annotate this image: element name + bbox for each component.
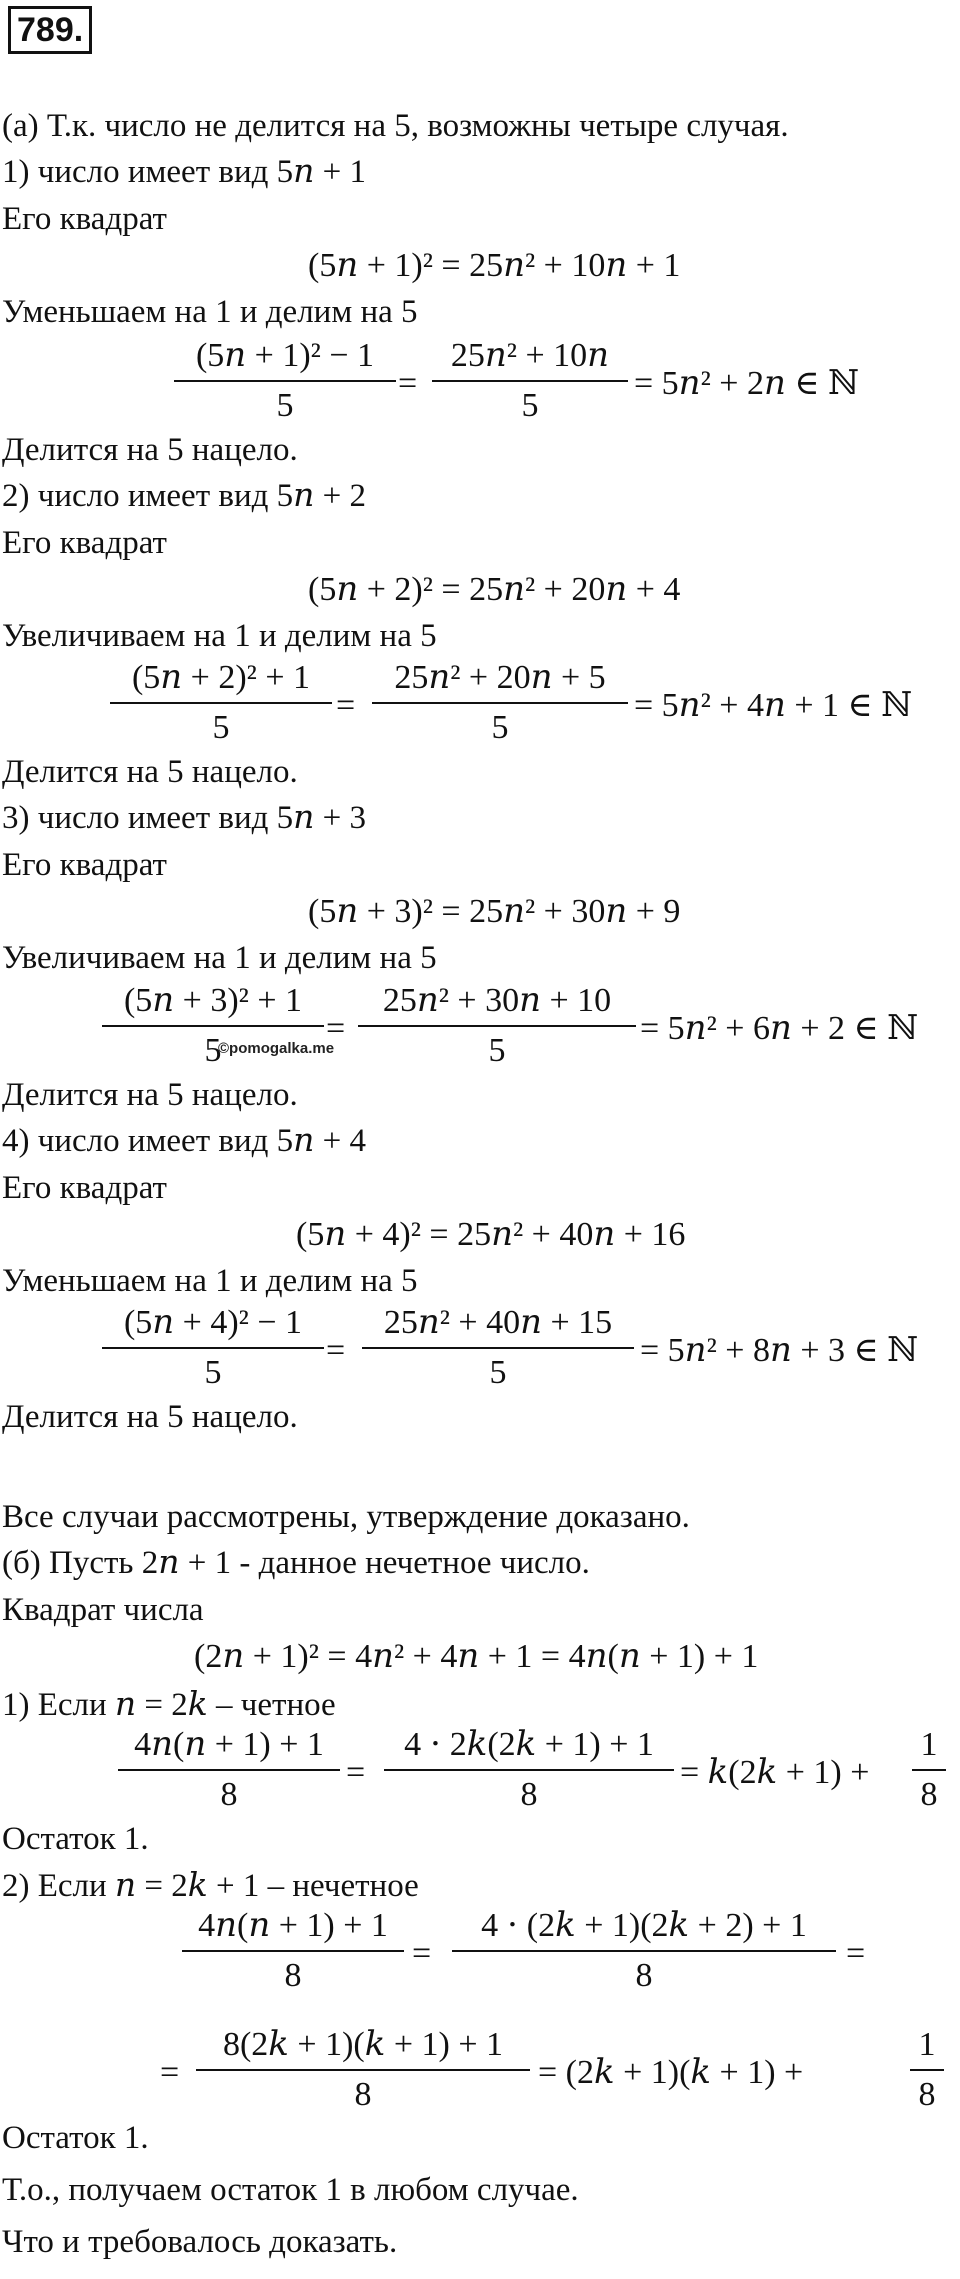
problem-number: 789. [8,6,92,54]
case2-result: = 5𝑛² + 4𝑛 + 1 ∈ ℕ [634,687,913,724]
case4-conclusion: Делится на 5 нацело. [2,1399,298,1435]
fraction-denominator: 5 [362,1347,634,1393]
case2-title: 2) число имеет вид 5𝑛 + 2 [2,478,367,514]
part-b-case2-fraction-2 [452,1906,836,1996]
case4-square-equation: (5𝑛 + 4)² = 25𝑛² + 40𝑛 + 16 [296,1216,686,1253]
case4-result: = 5𝑛² + 8𝑛 + 3 ∈ ℕ [640,1332,919,1369]
case3-square-equation: (5𝑛 + 3)² = 25𝑛² + 30𝑛 + 9 [308,893,681,930]
case3-result: = 5𝑛² + 6𝑛 + 2 ∈ ℕ [640,1010,919,1047]
equals-sign: = [846,1935,866,1972]
case4-fraction-2 [362,1303,634,1393]
part-b-case1-fraction-2 [384,1725,674,1815]
fraction-numerator: 4𝑛(𝑛 + 1) + 1 [134,1726,324,1763]
case3-action: Увеличиваем на 1 и делим на 5 [2,940,437,976]
case3-title: 3) число имеет вид 5𝑛 + 3 [2,800,367,836]
watermark-text: ©pomogalka.me [218,1040,335,1057]
fraction-denominator: 5 [432,380,628,426]
fraction-numerator: 25𝑛² + 10𝑛 [450,337,610,374]
part-b-case1-remainder-fraction [912,1725,946,1815]
case2-square-label: Его квадрат [2,525,167,561]
fraction-numerator: 25𝑛² + 40𝑛 + 15 [383,1304,613,1341]
part-b-square-equation: (2𝑛 + 1)² = 4𝑛² + 4𝑛 + 1 = 4𝑛(𝑛 + 1) + 1 [194,1638,759,1675]
fraction-numerator: 1 [918,2026,936,2063]
fraction-denominator: 5 [372,702,628,748]
fraction-numerator: (5𝑛 + 1)² − 1 [195,337,375,374]
part-b-case2-fraction-3 [196,2025,530,2115]
case2-conclusion: Делится на 5 нацело. [2,754,298,790]
fraction-numerator: 4 ⋅ 2𝑘(2𝑘 + 1) + 1 [404,1726,654,1763]
case4-fraction-1 [102,1303,324,1393]
final-qed: Что и требовалось доказать. [2,2224,398,2260]
fraction-denominator: 5 [358,1025,636,1071]
part-b-case2-result: = (2𝑘 + 1)(𝑘 + 1) + [538,2054,804,2091]
fraction-denominator: 5 [102,1025,324,1071]
fraction-denominator: 8 [910,2069,944,2115]
part-b-intro: (б) Пусть 2𝑛 + 1 - данное нечетное число. [2,1545,590,1581]
fraction-denominator: 8 [912,1769,946,1815]
part-a-intro: (а) Т.к. число не делится на 5, возможны четыре случая. [2,108,789,144]
equals-sign: = [412,1935,432,1972]
part-b-case2-title: 2) Если 𝑛 = 2𝑘 + 1 – нечетное [2,1868,419,1904]
part-b-case1-title: 1) Если 𝑛 = 2𝑘 – четное [2,1687,336,1723]
case1-title: 1) число имеет вид 5𝑛 + 1 [2,154,367,190]
fraction-denominator: 8 [384,1769,674,1815]
part-b-case1-remainder: Остаток 1. [2,1821,149,1857]
part-b-case1-fraction-1 [118,1725,340,1815]
fraction-numerator: 4𝑛(𝑛 + 1) + 1 [198,1907,388,1944]
part-b-square-label: Квадрат числа [2,1592,204,1628]
fraction-numerator: 1 [920,1726,938,1763]
fraction-numerator: 25𝑛² + 20𝑛 + 5 [394,659,606,696]
case4-square-label: Его квадрат [2,1170,167,1206]
part-b-case2-fraction-1 [182,1906,404,1996]
fraction-numerator: (5𝑛 + 3)² + 1 [123,982,303,1019]
case4-action: Уменьшаем на 1 и делим на 5 [2,1263,418,1299]
case4-title: 4) число имеет вид 5𝑛 + 4 [2,1123,367,1159]
fraction-denominator: 8 [452,1950,836,1996]
case2-action: Увеличиваем на 1 и делим на 5 [2,618,437,654]
case2-square-equation: (5𝑛 + 2)² = 25𝑛² + 20𝑛 + 4 [308,571,681,608]
equals-sign: = [326,1332,346,1369]
fraction-numerator: (5𝑛 + 4)² − 1 [123,1304,303,1341]
case1-fraction-2 [432,336,628,426]
part-a-summary: Все случаи рассмотрены, утверждение доказано. [2,1499,690,1535]
case3-fraction-2 [358,981,636,1071]
part-b-case1-result: = 𝑘(2𝑘 + 1) + [680,1754,870,1791]
final-statement: Т.о., получаем остаток 1 в любом случае. [2,2172,579,2208]
fraction-denominator: 8 [182,1950,404,1996]
case1-conclusion: Делится на 5 нацело. [2,432,298,468]
case3-square-label: Его квадрат [2,847,167,883]
fraction-numerator: (5𝑛 + 2)² + 1 [131,659,311,696]
fraction-numerator: 25𝑛² + 30𝑛 + 10 [382,982,612,1019]
fraction-denominator: 5 [102,1347,324,1393]
fraction-denominator: 8 [196,2069,530,2115]
equals-sign: = [398,365,418,402]
case2-fraction-2 [372,658,628,748]
fraction-denominator: 5 [110,702,332,748]
equals-sign: = [160,2054,180,2091]
fraction-denominator: 5 [174,380,396,426]
part-b-case2-remainder: Остаток 1. [2,2120,149,2156]
case1-fraction-1 [174,336,396,426]
fraction-denominator: 8 [118,1769,340,1815]
part-b-case2-remainder-fraction [910,2025,944,2115]
equals-sign: = [346,1754,366,1791]
case2-fraction-1 [110,658,332,748]
equals-sign: = [336,687,356,724]
case1-result: = 5𝑛² + 2𝑛 ∈ ℕ [634,365,860,402]
equals-sign: = [326,1010,346,1047]
case3-conclusion: Делится на 5 нацело. [2,1077,298,1113]
fraction-numerator: 4 ⋅ (2𝑘 + 1)(2𝑘 + 2) + 1 [481,1907,807,1944]
case1-square-label: Его квадрат [2,201,167,237]
case1-action: Уменьшаем на 1 и делим на 5 [2,294,418,330]
case1-square-equation: (5𝑛 + 1)² = 25𝑛² + 10𝑛 + 1 [308,247,681,284]
fraction-numerator: 8(2𝑘 + 1)(𝑘 + 1) + 1 [222,2026,504,2063]
